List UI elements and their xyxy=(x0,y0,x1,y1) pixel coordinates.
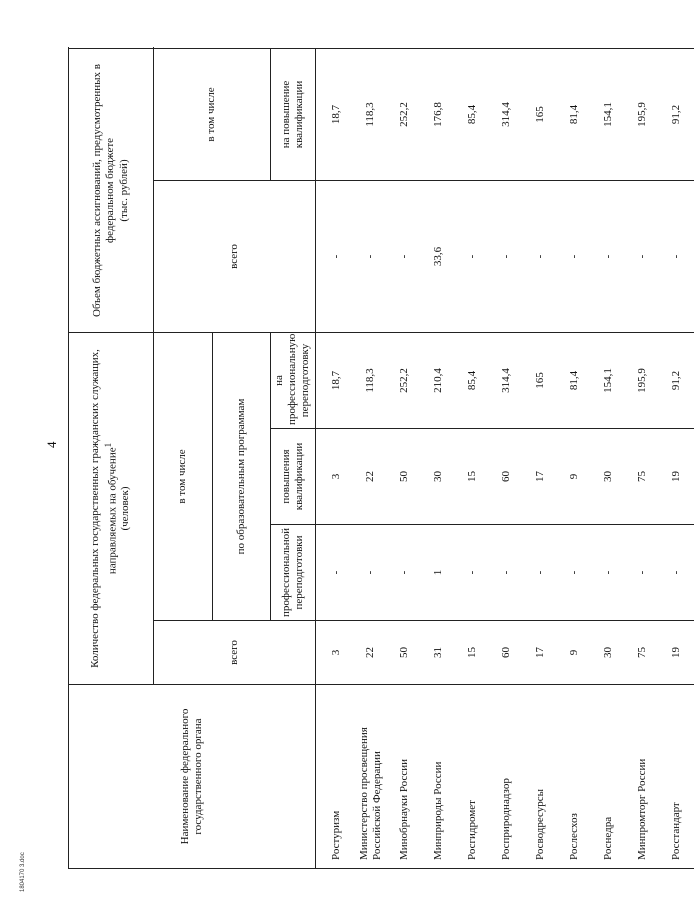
header-budget-group-text: Объем бюджетных ассигнований, предусмотренных в федеральном бюджете xyxy=(91,64,117,317)
cell-count-total: 50 xyxy=(388,621,422,685)
cell-budget-total: 118,3 xyxy=(354,332,388,428)
cell-count-prof: - xyxy=(558,525,592,621)
cell-budget-total: 210,4 xyxy=(422,332,456,428)
rotated-table-container xyxy=(68,49,683,869)
table-row xyxy=(388,48,422,868)
header-count-incl: в том числе xyxy=(154,332,213,620)
cell-budget-qual: 85,4 xyxy=(456,48,490,180)
header-org: Наименование федерального государственного органа xyxy=(69,685,316,869)
header-qual-upgrade: повышения квалификации xyxy=(271,429,316,525)
cell-budget-qual: 165 xyxy=(524,48,558,180)
cell-count-total: 30 xyxy=(592,621,626,685)
cell-count-prof: - xyxy=(456,525,490,621)
cell-org: Министерство просвещения Российской Федерации xyxy=(354,685,388,869)
cell-count-total: 3 xyxy=(315,621,354,685)
allocation-table xyxy=(68,48,694,869)
cell-budget-total: 91,2 xyxy=(660,332,694,428)
cell-count-qual: 50 xyxy=(388,429,422,525)
header-budget-group xyxy=(69,48,154,332)
cell-budget-total: 81,4 xyxy=(558,332,592,428)
cell-budget-total: 18,7 xyxy=(315,332,354,428)
cell-count-total: 15 xyxy=(456,621,490,685)
cell-count-prof: - xyxy=(354,525,388,621)
cell-count-qual: 22 xyxy=(354,429,388,525)
table-body xyxy=(315,48,694,868)
table-row xyxy=(490,48,524,868)
footer-document-code: 1804170 3.doc xyxy=(20,852,26,892)
cell-count-total: 22 xyxy=(354,621,388,685)
cell-count-qual: 15 xyxy=(456,429,490,525)
cell-budget-total: 252,2 xyxy=(388,332,422,428)
cell-count-total: 60 xyxy=(490,621,524,685)
table-row xyxy=(422,48,456,868)
cell-count-total: 17 xyxy=(524,621,558,685)
cell-count-qual: 60 xyxy=(490,429,524,525)
cell-budget-prof: - xyxy=(660,180,694,332)
page-number: 4 xyxy=(44,441,59,448)
cell-budget-total: 165 xyxy=(524,332,558,428)
cell-budget-prof: 33,6 xyxy=(422,180,456,332)
cell-budget-prof: - xyxy=(354,180,388,332)
cell-org: Минприроды России xyxy=(422,685,456,869)
cell-budget-prof: - xyxy=(524,180,558,332)
cell-count-total: 31 xyxy=(422,621,456,685)
cell-count-qual: 17 xyxy=(524,429,558,525)
cell-count-total: 19 xyxy=(660,621,694,685)
cell-budget-qual: 118,3 xyxy=(354,48,388,180)
header-budget-qual: на повышение квалификации xyxy=(271,48,316,180)
header-count-unit: (человек) xyxy=(119,486,132,531)
cell-budget-qual: 176,8 xyxy=(422,48,456,180)
cell-budget-prof: - xyxy=(490,180,524,332)
cell-budget-prof: - xyxy=(315,180,354,332)
cell-count-prof: - xyxy=(315,525,354,621)
cell-count-qual: 19 xyxy=(660,429,694,525)
cell-count-qual: 30 xyxy=(422,429,456,525)
cell-org: Роснедра xyxy=(592,685,626,869)
cell-budget-prof: - xyxy=(388,180,422,332)
cell-budget-qual: 91,2 xyxy=(660,48,694,180)
cell-budget-prof: - xyxy=(558,180,592,332)
header-budget-unit: (тыс. рублей) xyxy=(117,159,130,222)
table-row xyxy=(315,48,354,868)
table-row xyxy=(354,48,388,868)
table-header xyxy=(69,48,316,868)
cell-budget-total: 314,4 xyxy=(490,332,524,428)
cell-count-qual: 3 xyxy=(315,429,354,525)
cell-budget-prof: - xyxy=(592,180,626,332)
table-row xyxy=(524,48,558,868)
table-row xyxy=(660,48,694,868)
header-count-group xyxy=(69,332,154,684)
cell-budget-total: 195,9 xyxy=(626,332,660,428)
cell-budget-prof: - xyxy=(456,180,490,332)
header-budget-prof: на профессиональную переподготовку xyxy=(271,332,316,428)
cell-count-qual: 9 xyxy=(558,429,592,525)
cell-org: Росгидромет xyxy=(456,685,490,869)
header-budget-incl: в том числе xyxy=(154,48,271,180)
cell-count-prof: - xyxy=(660,525,694,621)
cell-count-prof: - xyxy=(626,525,660,621)
cell-budget-qual: 252,2 xyxy=(388,48,422,180)
table-row xyxy=(592,48,626,868)
cell-count-qual: 30 xyxy=(592,429,626,525)
header-prof-retrain: профессиональной переподготовки xyxy=(271,525,316,621)
cell-count-qual: 75 xyxy=(626,429,660,525)
footnote-marker: 1 xyxy=(102,442,113,448)
header-budget-total: всего xyxy=(154,180,316,332)
cell-org: Минобрнауки России xyxy=(388,685,422,869)
cell-org: Росводресурсы xyxy=(524,685,558,869)
cell-org: Росприроднадзор xyxy=(490,685,524,869)
table-row xyxy=(456,48,490,868)
cell-org: Минпромторг России xyxy=(626,685,660,869)
cell-org: Рослесхоз xyxy=(558,685,592,869)
cell-budget-total: 85,4 xyxy=(456,332,490,428)
cell-count-prof: 1 xyxy=(422,525,456,621)
cell-budget-qual: 195,9 xyxy=(626,48,660,180)
cell-count-prof: - xyxy=(388,525,422,621)
table-row xyxy=(558,48,592,868)
header-count-total: всего xyxy=(154,621,316,685)
cell-budget-qual: 154,1 xyxy=(592,48,626,180)
cell-count-prof: - xyxy=(524,525,558,621)
header-count-group-text: Количество федеральных государственных гражданских служащих, направляемых на обучение xyxy=(89,349,119,668)
cell-count-prof: - xyxy=(490,525,524,621)
cell-budget-qual: 18,7 xyxy=(315,48,354,180)
cell-budget-qual: 314,4 xyxy=(490,48,524,180)
cell-budget-prof: - xyxy=(626,180,660,332)
cell-count-total: 9 xyxy=(558,621,592,685)
table-row xyxy=(626,48,660,868)
cell-org: Росстандарт xyxy=(660,685,694,869)
cell-count-total: 75 xyxy=(626,621,660,685)
cell-count-prof: - xyxy=(592,525,626,621)
cell-budget-qual: 81,4 xyxy=(558,48,592,180)
cell-org: Ростуризм xyxy=(315,685,354,869)
cell-budget-total: 154,1 xyxy=(592,332,626,428)
header-incl-programs: по образовательным программам xyxy=(212,332,271,620)
